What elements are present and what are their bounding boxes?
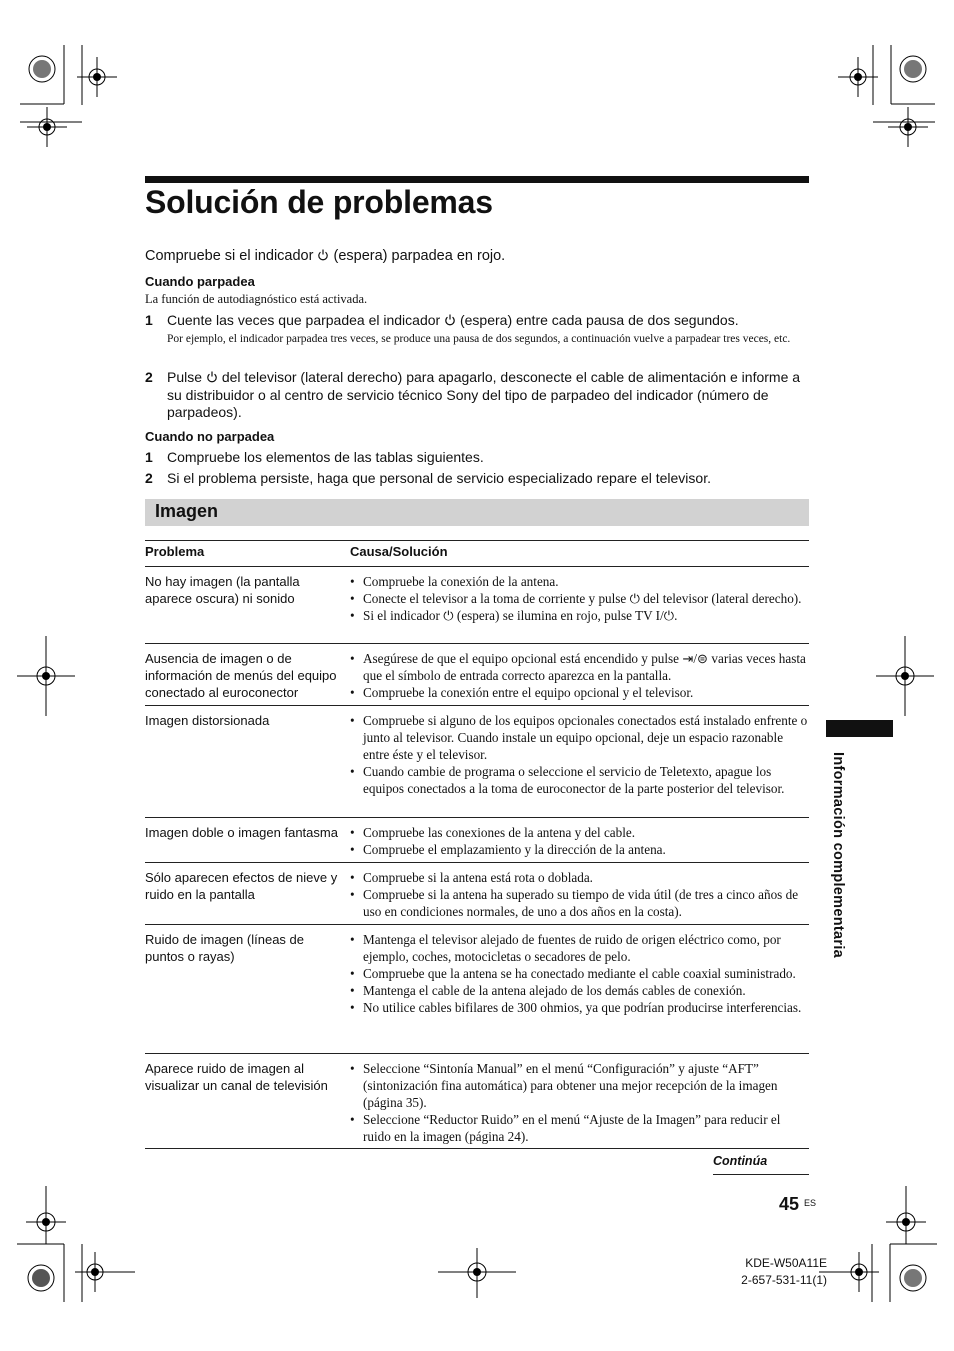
problem-cell: Imagen distorsionada [145, 713, 270, 728]
problem-cell: Aparece ruido de imagen al visualizar un canal de televisión [145, 1061, 328, 1093]
intro-text [145, 248, 505, 264]
solution-list [350, 824, 809, 858]
step-number: 2 [145, 369, 153, 385]
solution-item: • Compruebe la conexión de la antena. [350, 573, 809, 590]
page-title: Solución de problemas [145, 184, 493, 220]
solution-item: • No utilice cables bifilares de 300 ohmios, ya que podrían producirse interferencias. [350, 999, 809, 1016]
cuando-no-parpadea-heading: Cuando no parpadea [145, 429, 275, 444]
registration-mark-mid-right [876, 636, 946, 716]
step-number: 2 [145, 470, 153, 486]
standby-power-icon [317, 249, 329, 261]
registration-mark-bottom-right [817, 1186, 937, 1306]
table-row [145, 567, 809, 644]
table-row [145, 706, 809, 818]
standby-power-icon [444, 314, 456, 326]
step-1-note: Por ejemplo, el indicador parpadea tres veces, se produce una pausa de dos segundos, a continuación vuelve a parpadear tres veces, etc. [167, 333, 791, 345]
solution-list [350, 712, 809, 797]
troubleshooting-table [145, 540, 809, 1149]
problem-cell: Ausencia de imagen o de información de menús del equipo conectado al euroconector [145, 651, 337, 700]
solution-item: • Asegúrese de que el equipo opcional está encendido y pulse ⇥/⊜ varias veces hasta que el símbolo de entrada correcto aparezca en la pantalla. [350, 650, 809, 684]
page-number: 45 [779, 1194, 800, 1214]
table-row [145, 818, 809, 863]
solution-item: • Compruebe si alguno de los equipos opcionales conectados está instalado enfrente o junto al televisor. Cuando instale un equipo opcional, deje un espacio razonable entre éste y el televisor. [350, 712, 809, 763]
problem-cell: Sólo aparecen efectos de nieve y ruido en la pantalla [145, 870, 338, 902]
step-number: 1 [145, 449, 153, 465]
solution-list [350, 573, 809, 624]
problem-cell: Imagen doble o imagen fantasma [145, 825, 338, 840]
problem-cell: No hay imagen (la pantalla aparece oscura) ni sonido [145, 574, 300, 606]
solution-item: • Seleccione “Reductor Ruido” en el menú “Ajuste de la Imagen” para reducir el ruido en la imagen (página 24). [350, 1111, 809, 1145]
table-row [145, 863, 809, 925]
column-header-causa: Causa/Solución [350, 544, 448, 559]
continued-rule [713, 1174, 809, 1175]
problem-cell: Ruido de imagen (líneas de puntos o rayas) [145, 932, 304, 964]
table-row [145, 644, 809, 706]
registration-mark-bottom-left [17, 1186, 137, 1306]
model-number: KDE-W50A11E [745, 1256, 827, 1270]
solution-list [350, 1060, 809, 1145]
solution-list [350, 650, 809, 701]
step-text: Si el problema persiste, haga que personal de servicio especializado repare el televisor. [167, 470, 711, 486]
intro-before: Compruebe si el indicador [145, 248, 314, 264]
page-language-suffix: ES [804, 1198, 817, 1208]
solution-list [350, 869, 809, 920]
column-header-problema: Problema [145, 544, 205, 559]
table-row [145, 1054, 809, 1149]
solution-item: • Compruebe si la antena está rota o doblada. [350, 869, 809, 886]
section-title: Imagen [155, 501, 219, 521]
side-section-label: Información complementaria [830, 752, 846, 959]
document-code: 2-657-531-11(1) [741, 1273, 827, 1287]
registration-mark-top-right [815, 45, 935, 165]
solution-item: • Cuando cambie de programa o seleccione el servicio de Teletexto, apague los equipos conectados a la toma de euroconector de la parte posterior del televisor. [350, 763, 809, 797]
title-rule [145, 176, 809, 183]
parpadea-step-1 [145, 312, 809, 330]
continued-label: Continúa [713, 1154, 768, 1168]
solution-list [350, 931, 809, 1016]
autodiagnostico-text: La función de autodiagnóstico está activada. [145, 292, 368, 306]
step-text-after: del televisor (lateral derecho) para apagarlo, desconecte el cable de alimentación e informe a su distribuidor o al centro de servicio técnico Sony del tipo de parpadeo del indicador (número de parpadeos). [167, 369, 801, 420]
registration-mark-bottom-center [438, 1248, 518, 1308]
solution-item: • Compruebe que la antena se ha conectado mediante el cable coaxial suministrado. [350, 965, 809, 982]
section-header-imagen [145, 499, 809, 526]
solution-item: • Compruebe si la antena ha superado su tiempo de vida útil (de tres a cinco años de uso en condiciones normales, de uno a dos años en la costa). [350, 886, 809, 920]
solution-item: • Compruebe las conexiones de la antena y del cable. [350, 824, 809, 841]
solution-item: • Seleccione “Sintonía Manual” en el menú “Configuración” y ajuste “AFT” (sintonización fina automática) para obtener una mejor recepción de la imagen (página 35). [350, 1060, 809, 1111]
registration-mark-mid-left [17, 636, 87, 716]
table-row [145, 925, 809, 1054]
intro-after: (espera) parpadea en rojo. [333, 248, 506, 264]
registration-mark-top-left [20, 45, 140, 165]
step-text: Compruebe los elementos de las tablas siguientes. [167, 449, 484, 465]
no-parpadea-step-2 [145, 470, 809, 488]
solution-item: • Compruebe la conexión entre el equipo opcional y el televisor. [350, 684, 809, 701]
no-parpadea-step-1 [145, 449, 809, 467]
power-icon [206, 371, 218, 383]
solution-item: • Compruebe el emplazamiento y la dirección de la antena. [350, 841, 809, 858]
parpadea-step-2 [145, 369, 809, 422]
solution-item: • Mantenga el cable de la antena alejado de los demás cables de conexión. [350, 982, 809, 999]
solution-item: • Mantenga el televisor alejado de fuentes de ruido de origen eléctrico como, por ejemplo, coches, motocicletas o secadores de pelo. [350, 931, 809, 965]
step-text-after: (espera) entre cada pausa de dos segundos. [459, 312, 739, 328]
table-header [145, 540, 809, 567]
solution-item: • Conecte el televisor a la toma de corriente y pulse ⏻ del televisor (lateral derecho). [350, 590, 809, 607]
cuando-parpadea-heading: Cuando parpadea [145, 274, 255, 289]
step-text-before: Pulse [167, 369, 203, 385]
section-thumb-tab [826, 720, 893, 737]
solution-item: • Si el indicador ⏻ (espera) se ilumina en rojo, pulse TV I/⏻. [350, 607, 809, 624]
step-number: 1 [145, 312, 153, 328]
step-text-before: Cuente las veces que parpadea el indicador [167, 312, 441, 328]
